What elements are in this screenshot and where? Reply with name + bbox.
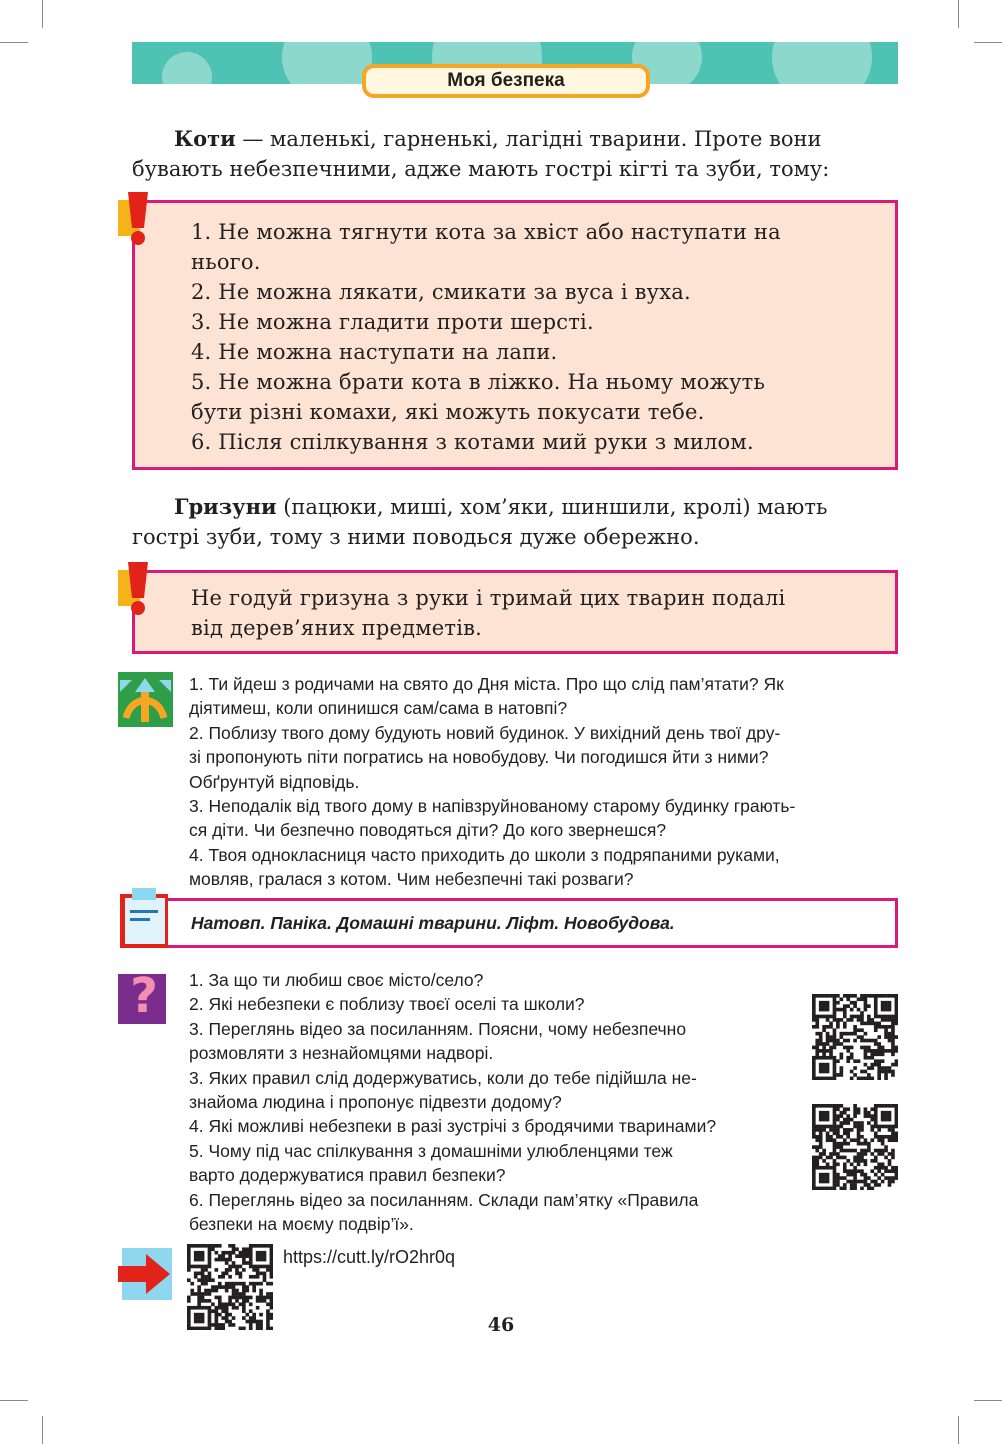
list-item: 4. Твоя однокласниця часто приходить до школи з подряпаними руками, <box>189 844 780 865</box>
exclamation-icon <box>118 190 156 248</box>
cats-line2: бувають небезпечними, адже мають гострі кігті та зуби, тому: <box>132 157 830 181</box>
banner-bubble <box>162 52 212 84</box>
crop-mark <box>42 0 43 28</box>
notebook-icon <box>118 888 170 950</box>
keywords-box <box>132 898 898 948</box>
list-item: зі пропонують піти погратись на новобудову. Чи погодишся йти з ними? <box>189 747 769 768</box>
rule-line: Не годуй гризуна з руки і тримай цих тварин подалі <box>191 586 786 610</box>
crop-mark <box>958 0 959 28</box>
list-item: 1. За що ти любиш своє місто/село? <box>189 970 484 990</box>
crop-mark <box>42 1416 43 1444</box>
list-item: 2. Поблизу твого дому будують новий будинок. У вихідний день твої дру- <box>189 722 781 743</box>
list-item: мовляв, гралася з котом. Чим небезпечні такі розваги? <box>189 869 634 890</box>
banner-bubble <box>772 42 872 84</box>
rule-line: 4. Не можна наступати на лапи. <box>191 340 558 364</box>
list-item: 3. Неподалік від твого дому в напівзруйнованому старому будинку грають- <box>189 796 796 817</box>
svg-text:?: ? <box>130 968 158 1024</box>
list-item: 5. Чому під час спілкування з домашніми улюбленцями теж <box>189 1140 673 1161</box>
list-item: варто додержуватися правил безпеки? <box>189 1165 506 1186</box>
rodents-rule-box <box>132 570 898 654</box>
questions-list <box>189 968 716 1236</box>
list-item: розмовляти з незнайомцями надворі. <box>189 1043 494 1064</box>
rodents-line1: (пацюки, миші, хом’яки, шиншили, кролі) мають <box>276 495 828 519</box>
crop-mark <box>974 42 1002 43</box>
list-item: безпеки на моєму подвір’ї». <box>189 1214 414 1235</box>
arrow-link-icon <box>118 1248 176 1300</box>
list-item: ся діти. Чи безпечно поводяться діти? До кого звернешся? <box>189 820 667 841</box>
list-item: знайома людина і пропонує підвезти додому? <box>189 1092 562 1113</box>
list-item: діятимеш, коли опинишся сам/сама в натовпі? <box>189 698 568 719</box>
rule-line: 3. Не можна гладити проти шерсті. <box>191 310 594 334</box>
rule-line: бути різні комахи, які можуть покусати тебе. <box>191 400 705 424</box>
list-item: 1. Ти йдеш з родичами на свято до Дня міста. Про що слід пам’ятати? Як <box>189 674 784 694</box>
cats-line1: — маленькі, гарненькі, лагідні тварини. Проте вони <box>235 127 822 151</box>
list-item: 2. Які небезпеки є поблизу твоєї оселі та школи? <box>189 994 585 1015</box>
video-link[interactable]: https://cutt.ly/rO2hr0q <box>283 1247 456 1267</box>
list-item: Обґрунтуй відповідь. <box>189 771 360 792</box>
rodents-lead: Гризуни <box>174 494 277 519</box>
qr-code-icon[interactable] <box>812 994 898 1080</box>
crop-mark <box>0 42 28 43</box>
situations-list <box>189 672 795 892</box>
list-item: 4. Які можливі небезпеки в разі зустрічі з бродячими тваринами? <box>189 1116 717 1137</box>
rule-line: 1. Не можна тягнути кота за хвіст або наступати на <box>191 220 781 244</box>
rule-line: 5. Не можна брати кота в ліжко. На ньому можуть <box>191 370 766 394</box>
page-title: Моя безпека <box>362 64 650 98</box>
banner-bubble <box>282 42 372 84</box>
cats-rules-box <box>132 200 898 470</box>
exclamation-icon <box>118 560 156 618</box>
cats-paragraph <box>132 124 898 184</box>
list-item: 6. Переглянь відео за посиланням. Склади пам’ятку «Правила <box>189 1189 699 1210</box>
rule-line: 2. Не можна лякати, смикати за вуса і вуха. <box>191 280 691 304</box>
list-item: 3. Яких правил слід додержуватись, коли до тебе підійшла не- <box>189 1067 697 1088</box>
rodents-paragraph <box>132 492 898 552</box>
keywords-text: Натовп. Паніка. Домашні тварини. Ліфт. Новобудова. <box>191 912 675 933</box>
crop-mark <box>958 1416 959 1444</box>
page-number: 46 <box>487 1314 515 1336</box>
question-icon <box>118 968 170 1024</box>
cats-lead: Коти <box>174 126 236 151</box>
rule-line: від дерев’яних предметів. <box>191 616 483 640</box>
crop-mark <box>974 1400 1002 1401</box>
arrows-situation-icon <box>118 672 173 727</box>
rule-line: 6. Після спілкування з котами мий руки з милом. <box>191 430 754 454</box>
rodents-line2: гострі зуби, тому з ними поводься дуже обережно. <box>132 525 700 549</box>
qr-code-icon[interactable] <box>812 1104 898 1190</box>
rule-line: нього. <box>191 250 261 274</box>
crop-mark <box>0 1400 28 1401</box>
list-item: 3. Переглянь відео за посиланням. Поясни, чому небезпечно <box>189 1018 687 1039</box>
